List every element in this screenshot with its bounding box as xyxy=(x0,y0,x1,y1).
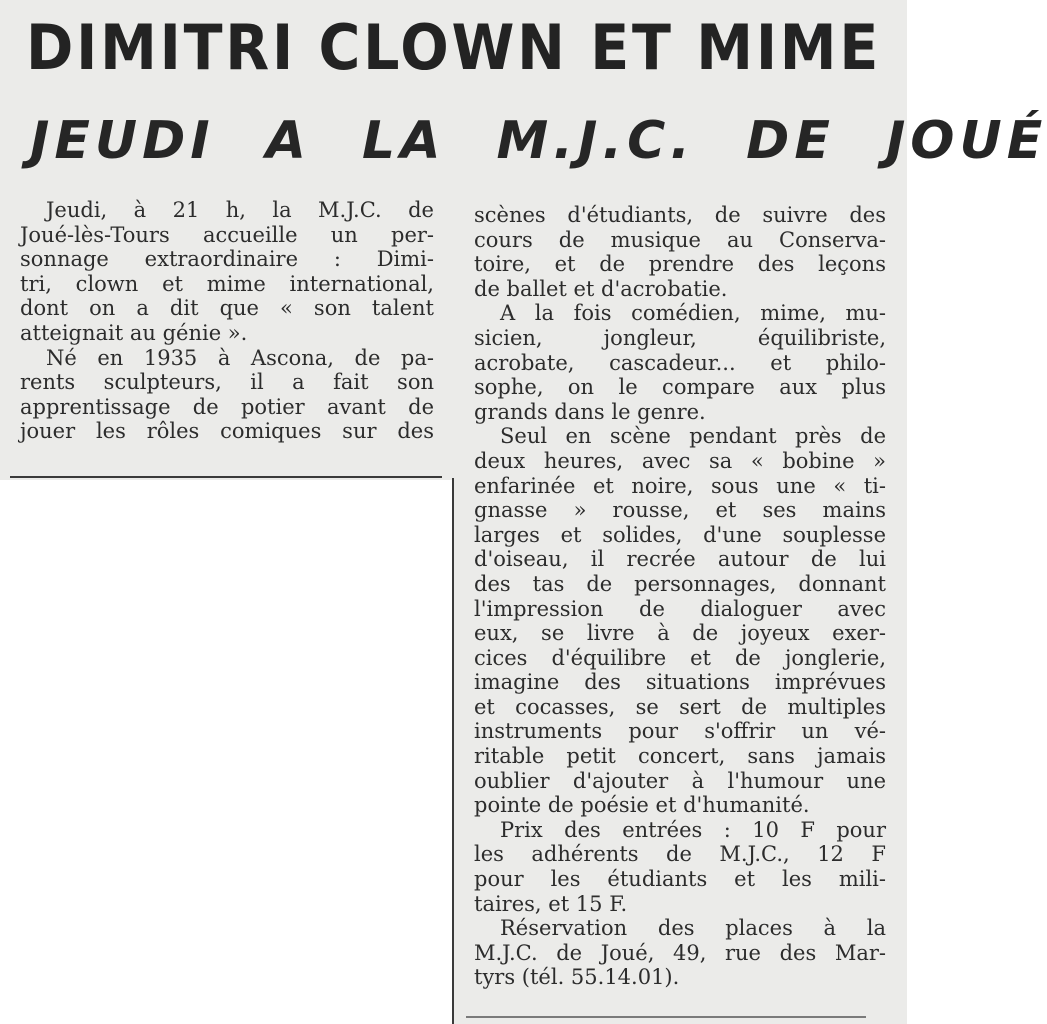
column-rule-vertical xyxy=(452,478,454,1024)
text-line: pointe de poésie et d'humanité. xyxy=(474,793,810,818)
right-column xyxy=(474,203,886,990)
text-line: jouer les rôles comiques sur des xyxy=(20,419,434,444)
column-rule-horizontal xyxy=(10,476,442,478)
text-line: gnasse » rousse, et ses mains xyxy=(474,498,886,523)
text-line: l'impression de dialoguer avec xyxy=(474,596,886,621)
text-line: acrobate, cascadeur... et philo- xyxy=(474,350,886,375)
text-line: M.J.C. de Joué, 49, rue des Mar- xyxy=(474,940,886,965)
text-line: pour les étudiants et les mili- xyxy=(474,867,886,892)
text-line: sophe, on le compare aux plus xyxy=(474,375,886,400)
bottom-rule xyxy=(466,1016,866,1018)
text-line: sonnage extraordinaire : Dimi- xyxy=(20,247,434,272)
text-line: de ballet et d'acrobatie. xyxy=(474,276,728,301)
subheadline: JEUDI A LA M.J.C. DE JOUÉ xyxy=(30,111,1047,171)
text-line: d'oiseau, il recrée autour de lui xyxy=(474,547,886,572)
text-line: Joué-lès-Tours accueille un per- xyxy=(20,222,434,247)
text-line: oublier d'ajouter à l'humour une xyxy=(474,768,886,793)
text-line: Jeudi, à 21 h, la M.J.C. de xyxy=(46,198,434,222)
text-line: ritable petit concert, sans jamais xyxy=(474,744,886,769)
text-line: enfarinée et noire, sous une « ti- xyxy=(474,473,886,498)
text-line: grands dans le genre. xyxy=(474,399,706,424)
text-line: Né en 1935 à Ascona, de pa- xyxy=(46,345,434,370)
headline: DIMITRI CLOWN ET MIME xyxy=(26,11,882,84)
text-line: apprentissage de potier avant de xyxy=(20,394,434,419)
text-line: tri, clown et mime international, xyxy=(20,271,434,296)
text-line: Prix des entrées : 10 F pour xyxy=(500,817,886,842)
text-line: dont on a dit que « son talent xyxy=(20,296,434,321)
text-line: des tas de personnages, donnant xyxy=(474,571,886,596)
left-column xyxy=(20,198,434,444)
text-line: cours de musique au Conserva- xyxy=(474,227,886,252)
text-line: Réservation des places à la xyxy=(500,916,886,941)
text-line: et cocasses, se sert de multiples xyxy=(474,694,886,719)
text-line: deux heures, avec sa « bobine » xyxy=(474,448,886,473)
text-line: toire, et de prendre des leçons xyxy=(474,252,886,277)
text-line: instruments pour s'offrir un vé- xyxy=(474,719,886,744)
text-line: cices d'équilibre et de jonglerie, xyxy=(474,645,886,670)
text-line: atteignait au génie ». xyxy=(20,320,248,345)
text-line: scènes d'étudiants, de suivre des xyxy=(474,203,886,227)
text-line: les adhérents de M.J.C., 12 F xyxy=(474,842,886,867)
text-line: imagine des situations imprévues xyxy=(474,670,886,695)
text-line: rents sculpteurs, il a fait son xyxy=(20,370,434,395)
text-line: eux, se livre à de joyeux exer- xyxy=(474,621,886,646)
text-line: A la fois comédien, mime, mu- xyxy=(500,301,886,326)
text-line: sicien, jongleur, équilibriste, xyxy=(474,325,886,350)
text-line: tyrs (tél. 55.14.01). xyxy=(474,965,680,990)
text-line: Seul en scène pendant près de xyxy=(500,424,886,449)
text-line: larges et solides, d'une souplesse xyxy=(474,522,886,547)
text-line: taires, et 15 F. xyxy=(474,891,628,916)
